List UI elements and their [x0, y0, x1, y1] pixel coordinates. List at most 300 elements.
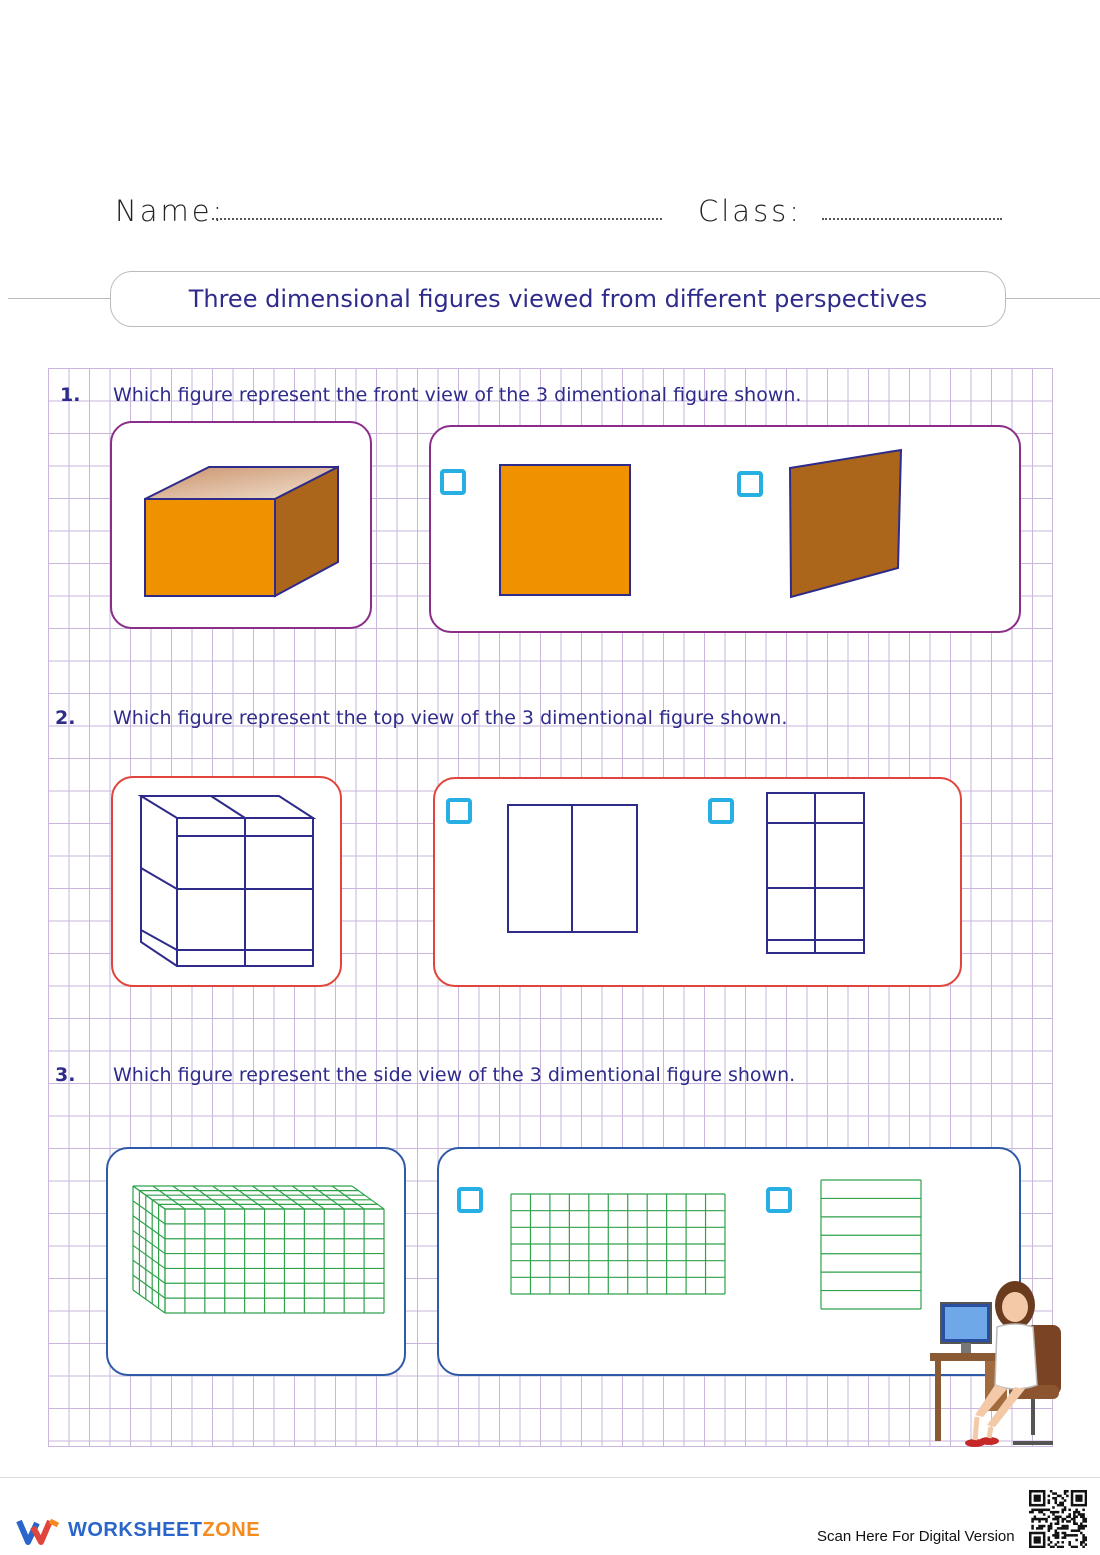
qr-module: [1052, 1546, 1055, 1548]
qr-module: [1073, 1522, 1076, 1525]
qr-finder-module: [1029, 1492, 1032, 1495]
cube-top-line: [252, 1186, 284, 1209]
qr-module: [1080, 1522, 1083, 1525]
qr-module: [1038, 1520, 1041, 1523]
qr-finder-module: [1034, 1490, 1037, 1493]
qr-module: [1066, 1490, 1069, 1493]
qr-module: [1073, 1516, 1076, 1519]
option-3a-checkbox[interactable]: [457, 1187, 483, 1213]
qr-module: [1031, 1518, 1034, 1521]
qr-finder-module: [1038, 1532, 1041, 1535]
qr-module: [1031, 1509, 1034, 1512]
qr-module: [1068, 1509, 1071, 1512]
qr-module: [1082, 1516, 1085, 1519]
qr-module: [1057, 1527, 1060, 1530]
option-3b-lines-figure: [820, 1179, 922, 1310]
qr-finder-module: [1031, 1546, 1034, 1548]
qr-module: [1082, 1520, 1085, 1523]
qr-finder-module: [1078, 1490, 1081, 1493]
question-2-number: 2.: [55, 707, 76, 729]
qr-module: [1050, 1511, 1053, 1514]
qr-finder-module: [1043, 1539, 1046, 1542]
qr-module: [1071, 1529, 1074, 1532]
qr-module: [1073, 1513, 1076, 1516]
qr-module: [1080, 1527, 1083, 1530]
option-2a-checkbox[interactable]: [446, 798, 472, 824]
qr-module: [1082, 1539, 1085, 1542]
qr-finder-module: [1036, 1546, 1039, 1548]
qr-module: [1055, 1529, 1058, 1532]
cube-top-line: [153, 1186, 185, 1209]
qr-module: [1057, 1495, 1060, 1498]
qr-module: [1057, 1516, 1060, 1519]
cube-top-line: [193, 1186, 225, 1209]
qr-module: [1055, 1532, 1058, 1535]
qr-finder-module: [1031, 1532, 1034, 1535]
qr-finder-module: [1043, 1546, 1046, 1548]
qr-module: [1048, 1495, 1051, 1498]
qr-module: [1036, 1527, 1039, 1530]
qr-module: [1050, 1527, 1053, 1530]
qr-module: [1036, 1518, 1039, 1521]
qr-finder-module: [1034, 1546, 1037, 1548]
qr-module: [1048, 1536, 1051, 1539]
question-3-text: Which figure represent the side view of the 3 dimentional figure shown.: [113, 1064, 796, 1086]
qr-module: [1034, 1518, 1037, 1521]
class-label: Class:: [698, 194, 803, 228]
qr-finder-module: [1034, 1497, 1037, 1500]
qr-module: [1031, 1511, 1034, 1514]
qr-module: [1064, 1525, 1067, 1528]
qr-module: [1043, 1509, 1046, 1512]
qr-module: [1082, 1513, 1085, 1516]
question-1-figure-box: [110, 421, 372, 629]
qr-finder-module: [1038, 1499, 1041, 1502]
qr-module: [1038, 1511, 1041, 1514]
qr-finder-module: [1075, 1499, 1078, 1502]
qr-finder-module: [1085, 1504, 1087, 1507]
qr-module: [1075, 1516, 1078, 1519]
qr-finder-module: [1034, 1541, 1037, 1544]
qr-finder-module: [1036, 1536, 1039, 1539]
qr-module: [1057, 1546, 1060, 1548]
qr-module: [1057, 1534, 1060, 1537]
qr-module: [1071, 1534, 1074, 1537]
qr-finder-module: [1029, 1490, 1032, 1493]
cube-top-line: [312, 1186, 344, 1209]
qr-module: [1057, 1522, 1060, 1525]
qr-module: [1045, 1509, 1048, 1512]
qr-finder-module: [1038, 1497, 1041, 1500]
cube-side-line: [133, 1231, 165, 1254]
qr-finder-module: [1080, 1504, 1083, 1507]
qr-module: [1064, 1518, 1067, 1521]
qr-module: [1073, 1511, 1076, 1514]
qr-module: [1073, 1546, 1076, 1548]
option-1a-square-figure: [498, 463, 632, 597]
qr-module: [1085, 1518, 1087, 1521]
qr-finder-module: [1029, 1495, 1032, 1498]
qr-finder-module: [1043, 1499, 1046, 1502]
qr-finder-module: [1029, 1546, 1032, 1548]
qr-module: [1041, 1527, 1044, 1530]
qr-module: [1061, 1504, 1064, 1507]
qr-module: [1055, 1499, 1058, 1502]
qr-finder-module: [1085, 1499, 1087, 1502]
qr-finder-module: [1036, 1495, 1039, 1498]
cube-side-line: [133, 1260, 165, 1283]
cube-side-line: [133, 1245, 165, 1268]
qr-module: [1057, 1520, 1060, 1523]
qr-module: [1057, 1518, 1060, 1521]
qr-module: [1073, 1518, 1076, 1521]
qr-module: [1034, 1509, 1037, 1512]
qr-module: [1061, 1520, 1064, 1523]
qr-finder-module: [1036, 1499, 1039, 1502]
cube-side-line: [133, 1290, 165, 1313]
qr-module: [1050, 1541, 1053, 1544]
option-1a-checkbox[interactable]: [440, 469, 466, 495]
question-2-text: Which figure represent the top view of the 3 dimentional figure shown.: [113, 707, 788, 729]
option-1b-checkbox[interactable]: [737, 471, 763, 497]
qr-module: [1055, 1492, 1058, 1495]
qr-finder-module: [1029, 1543, 1032, 1546]
qr-finder-module: [1073, 1504, 1076, 1507]
qr-module: [1048, 1539, 1051, 1542]
qr-module: [1050, 1490, 1053, 1493]
qr-module: [1075, 1509, 1078, 1512]
qr-module: [1078, 1527, 1081, 1530]
qr-module: [1061, 1518, 1064, 1521]
qr-module: [1064, 1532, 1067, 1535]
question-2-figure-box: [111, 776, 342, 987]
qr-module: [1055, 1522, 1058, 1525]
option-1b-parallelogram-figure: [788, 448, 904, 600]
qr-module: [1059, 1516, 1062, 1519]
option-2b-checkbox[interactable]: [708, 798, 734, 824]
qr-module: [1082, 1509, 1085, 1512]
qr-finder-module: [1078, 1497, 1081, 1500]
qr-module: [1057, 1541, 1060, 1544]
qr-module: [1041, 1525, 1044, 1528]
qr-finder-module: [1080, 1499, 1083, 1502]
qr-module: [1085, 1525, 1087, 1528]
qr-module: [1071, 1518, 1074, 1521]
qr-finder-module: [1036, 1539, 1039, 1542]
qr-module: [1050, 1525, 1053, 1528]
cuboid-figure: [108, 1149, 404, 1374]
qr-module: [1073, 1520, 1076, 1523]
qr-module: [1068, 1534, 1071, 1537]
cube-side-line: [133, 1275, 165, 1298]
qr-module: [1041, 1509, 1044, 1512]
qr-finder-module: [1085, 1497, 1087, 1500]
qr-module: [1064, 1492, 1067, 1495]
cube-top-line: [292, 1186, 324, 1209]
qr-module: [1078, 1511, 1081, 1514]
qr-module: [1066, 1516, 1069, 1519]
qr-module: [1061, 1532, 1064, 1535]
qr-finder-module: [1043, 1541, 1046, 1544]
cube-top-line: [233, 1186, 265, 1209]
cube-side-line: [133, 1216, 165, 1239]
qr-module: [1066, 1527, 1069, 1530]
qr-module: [1085, 1543, 1087, 1546]
qr-module: [1050, 1522, 1053, 1525]
qr-finder-module: [1043, 1497, 1046, 1500]
worksheetzone-logo-icon: [16, 1515, 62, 1547]
qr-finder-module: [1038, 1495, 1041, 1498]
qr-module: [1061, 1511, 1064, 1514]
qr-module: [1048, 1516, 1051, 1519]
qr-finder-module: [1043, 1543, 1046, 1546]
qr-finder-module: [1034, 1532, 1037, 1535]
option-2b-front-view-figure: [765, 791, 867, 956]
qr-module: [1082, 1527, 1085, 1530]
qr-module: [1052, 1506, 1055, 1509]
qr-finder-module: [1038, 1541, 1041, 1544]
question-1-number: 1.: [60, 384, 81, 406]
box-prism-figure: [113, 778, 340, 985]
qr-module: [1059, 1495, 1062, 1498]
qr-finder-module: [1029, 1534, 1032, 1537]
qr-module: [1038, 1518, 1041, 1521]
qr-finder-module: [1029, 1502, 1032, 1505]
class-field[interactable]: [822, 218, 1002, 220]
qr-finder-module: [1043, 1532, 1046, 1535]
qr-module: [1068, 1513, 1071, 1516]
cube-top-line: [272, 1186, 304, 1209]
qr-module: [1041, 1511, 1044, 1514]
qr-module: [1075, 1529, 1078, 1532]
cube-top-line: [352, 1186, 384, 1209]
qr-module: [1080, 1516, 1083, 1519]
qr-finder-module: [1043, 1504, 1046, 1507]
qr-finder-module: [1078, 1499, 1081, 1502]
qr-finder-module: [1043, 1495, 1046, 1498]
question-3-figure-box: [106, 1147, 406, 1376]
qr-finder-module: [1031, 1504, 1034, 1507]
qr-finder-module: [1071, 1499, 1074, 1502]
qr-module: [1066, 1520, 1069, 1523]
qr-finder-module: [1034, 1539, 1037, 1542]
teacher-at-computer-illustration: [925, 1265, 1065, 1455]
qr-finder-module: [1034, 1504, 1037, 1507]
cube-side-line: [133, 1186, 165, 1209]
qr-finder-module: [1080, 1490, 1083, 1493]
qr-module: [1080, 1543, 1083, 1546]
qr-finder-module: [1041, 1546, 1044, 1548]
qr-finder-module: [1041, 1504, 1044, 1507]
qr-finder-module: [1029, 1541, 1032, 1544]
qr-module: [1045, 1518, 1048, 1521]
qr-module: [1066, 1495, 1069, 1498]
qr-module: [1085, 1539, 1087, 1542]
qr-finder-module: [1041, 1490, 1044, 1493]
qr-module: [1052, 1534, 1055, 1537]
option-3b-checkbox[interactable]: [766, 1187, 792, 1213]
qr-finder-module: [1043, 1536, 1046, 1539]
qr-module: [1057, 1511, 1060, 1514]
qr-module: [1055, 1502, 1058, 1505]
qr-module: [1064, 1536, 1067, 1539]
qr-module: [1055, 1497, 1058, 1500]
qr-finder-module: [1038, 1546, 1041, 1548]
qr-module: [1080, 1532, 1083, 1535]
name-label: Name:: [115, 194, 226, 228]
qr-finder-module: [1029, 1539, 1032, 1542]
qr-finder-module: [1036, 1490, 1039, 1493]
qr-module: [1048, 1529, 1051, 1532]
qr-finder-module: [1041, 1532, 1044, 1535]
qr-finder-module: [1073, 1490, 1076, 1493]
qr-module: [1055, 1534, 1058, 1537]
qr-module: [1043, 1525, 1046, 1528]
qr-module: [1057, 1532, 1060, 1535]
qr-module: [1066, 1525, 1069, 1528]
qr-finder-module: [1075, 1490, 1078, 1493]
qr-module: [1066, 1534, 1069, 1537]
qr-module: [1078, 1513, 1081, 1516]
qr-finder-module: [1071, 1504, 1074, 1507]
qr-module: [1080, 1525, 1083, 1528]
qr-module: [1064, 1490, 1067, 1493]
qr-module: [1075, 1522, 1078, 1525]
qr-caption: Scan Here For Digital Version: [817, 1528, 1015, 1545]
qr-module: [1043, 1513, 1046, 1516]
qr-module: [1061, 1536, 1064, 1539]
qr-module: [1055, 1511, 1058, 1514]
qr-module: [1059, 1502, 1062, 1505]
qr-module: [1052, 1511, 1055, 1514]
qr-finder-module: [1036, 1541, 1039, 1544]
brand-worksheet: WORKSHEET: [68, 1519, 203, 1541]
qr-module: [1075, 1546, 1078, 1548]
qr-module: [1082, 1525, 1085, 1528]
qr-finder-module: [1038, 1490, 1041, 1493]
qr-module: [1045, 1520, 1048, 1523]
qr-module: [1052, 1492, 1055, 1495]
qr-module: [1055, 1543, 1058, 1546]
qr-module: [1048, 1502, 1051, 1505]
qr-module: [1068, 1520, 1071, 1523]
qr-module: [1057, 1536, 1060, 1539]
rectangular-prism-figure: [112, 423, 370, 627]
qr-finder-module: [1029, 1499, 1032, 1502]
qr-module: [1080, 1513, 1083, 1516]
qr-finder-module: [1085, 1502, 1087, 1505]
qr-finder-module: [1071, 1502, 1074, 1505]
qr-finder-module: [1085, 1492, 1087, 1495]
qr-module: [1055, 1516, 1058, 1519]
qr-module: [1064, 1534, 1067, 1537]
qr-finder-module: [1080, 1495, 1083, 1498]
qr-module: [1048, 1509, 1051, 1512]
qr-finder-module: [1071, 1497, 1074, 1500]
qr-module: [1082, 1536, 1085, 1539]
cube-top-line: [332, 1186, 364, 1209]
qr-module: [1048, 1543, 1051, 1546]
qr-finder-module: [1043, 1534, 1046, 1537]
qr-finder-module: [1075, 1497, 1078, 1500]
qr-module: [1052, 1497, 1055, 1500]
qr-module: [1071, 1546, 1074, 1548]
cube-top-line: [213, 1186, 245, 1209]
qr-module: [1078, 1529, 1081, 1532]
qr-module: [1078, 1525, 1081, 1528]
qr-finder-module: [1036, 1504, 1039, 1507]
qr-finder-module: [1082, 1504, 1085, 1507]
qr-module: [1061, 1525, 1064, 1528]
qr-finder-module: [1038, 1536, 1041, 1539]
qr-module: [1034, 1516, 1037, 1519]
qr-finder-module: [1071, 1495, 1074, 1498]
cube-top-line: [173, 1186, 205, 1209]
qr-module: [1055, 1536, 1058, 1539]
qr-module: [1064, 1509, 1067, 1512]
qr-module: [1041, 1518, 1044, 1521]
qr-module: [1038, 1525, 1041, 1528]
qr-module: [1061, 1546, 1064, 1548]
option-3a-grid-figure: [510, 1193, 726, 1295]
qr-finder-module: [1036, 1497, 1039, 1500]
qr-module: [1055, 1518, 1058, 1521]
qr-code[interactable]: [1029, 1490, 1087, 1548]
qr-finder-module: [1034, 1495, 1037, 1498]
qr-finder-module: [1043, 1502, 1046, 1505]
qr-finder-module: [1071, 1492, 1074, 1495]
qr-module: [1043, 1518, 1046, 1521]
qr-finder-module: [1043, 1492, 1046, 1495]
question-1-text: Which figure represent the front view of the 3 dimentional figure shown.: [113, 384, 802, 406]
qr-module: [1059, 1546, 1062, 1548]
qr-module: [1031, 1520, 1034, 1523]
qr-finder-module: [1029, 1497, 1032, 1500]
qr-finder-module: [1071, 1490, 1074, 1493]
qr-module: [1075, 1511, 1078, 1514]
worksheet-title: Three dimensional figures viewed from different perspectives: [110, 271, 1006, 327]
qr-finder-module: [1038, 1504, 1041, 1507]
qr-finder-module: [1036, 1532, 1039, 1535]
name-field[interactable]: [212, 218, 662, 220]
qr-module: [1048, 1499, 1051, 1502]
qr-module: [1064, 1499, 1067, 1502]
qr-finder-module: [1031, 1490, 1034, 1493]
qr-module: [1031, 1525, 1034, 1528]
qr-module: [1050, 1546, 1053, 1548]
qr-module: [1061, 1541, 1064, 1544]
qr-module: [1082, 1518, 1085, 1521]
qr-module: [1061, 1509, 1064, 1512]
brand-zone: ZONE: [202, 1519, 261, 1541]
qr-module: [1061, 1497, 1064, 1500]
qr-finder-module: [1085, 1495, 1087, 1498]
qr-module: [1029, 1511, 1032, 1514]
qr-finder-module: [1078, 1504, 1081, 1507]
qr-module: [1068, 1516, 1071, 1519]
qr-module: [1073, 1529, 1076, 1532]
qr-module: [1038, 1509, 1041, 1512]
qr-finder-module: [1082, 1490, 1085, 1493]
qr-module: [1052, 1518, 1055, 1521]
qr-module: [1064, 1506, 1067, 1509]
qr-module: [1085, 1536, 1087, 1539]
qr-finder-module: [1085, 1490, 1087, 1493]
qr-module: [1059, 1527, 1062, 1530]
qr-finder-module: [1075, 1504, 1078, 1507]
qr-module: [1082, 1546, 1085, 1548]
qr-finder-module: [1080, 1497, 1083, 1500]
